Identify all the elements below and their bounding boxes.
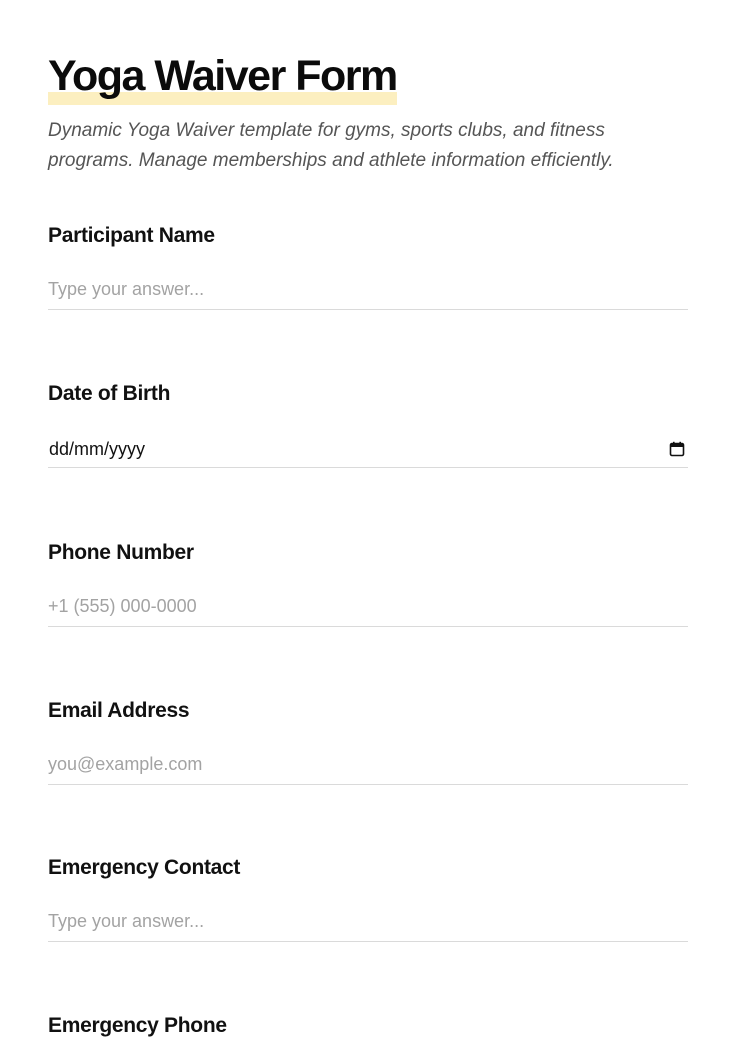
participant-name-label: Participant Name xyxy=(48,224,215,247)
form-description: Dynamic Yoga Waiver template for gyms, sports clubs, and fitness programs. Manage memberships and athlete information efficiently. xyxy=(48,120,614,171)
emergency-phone-label: Emergency Phone xyxy=(48,1014,227,1037)
phone-number-label: Phone Number xyxy=(48,541,194,564)
emergency-contact-input[interactable] xyxy=(48,902,688,942)
email-address-input[interactable] xyxy=(48,745,688,785)
form-title-wrap xyxy=(48,52,397,100)
date-of-birth-input[interactable] xyxy=(48,428,688,468)
calendar-icon[interactable] xyxy=(669,441,685,457)
participant-name-input[interactable] xyxy=(48,270,688,310)
date-of-birth-label: Date of Birth xyxy=(48,382,171,405)
email-address-label: Email Address xyxy=(48,699,190,722)
form-title: Yoga Waiver Form xyxy=(48,52,397,100)
emergency-contact-label: Emergency Contact xyxy=(48,856,241,879)
phone-number-input[interactable] xyxy=(48,587,688,627)
date-of-birth-value: dd/mm/yyyy xyxy=(49,439,146,459)
